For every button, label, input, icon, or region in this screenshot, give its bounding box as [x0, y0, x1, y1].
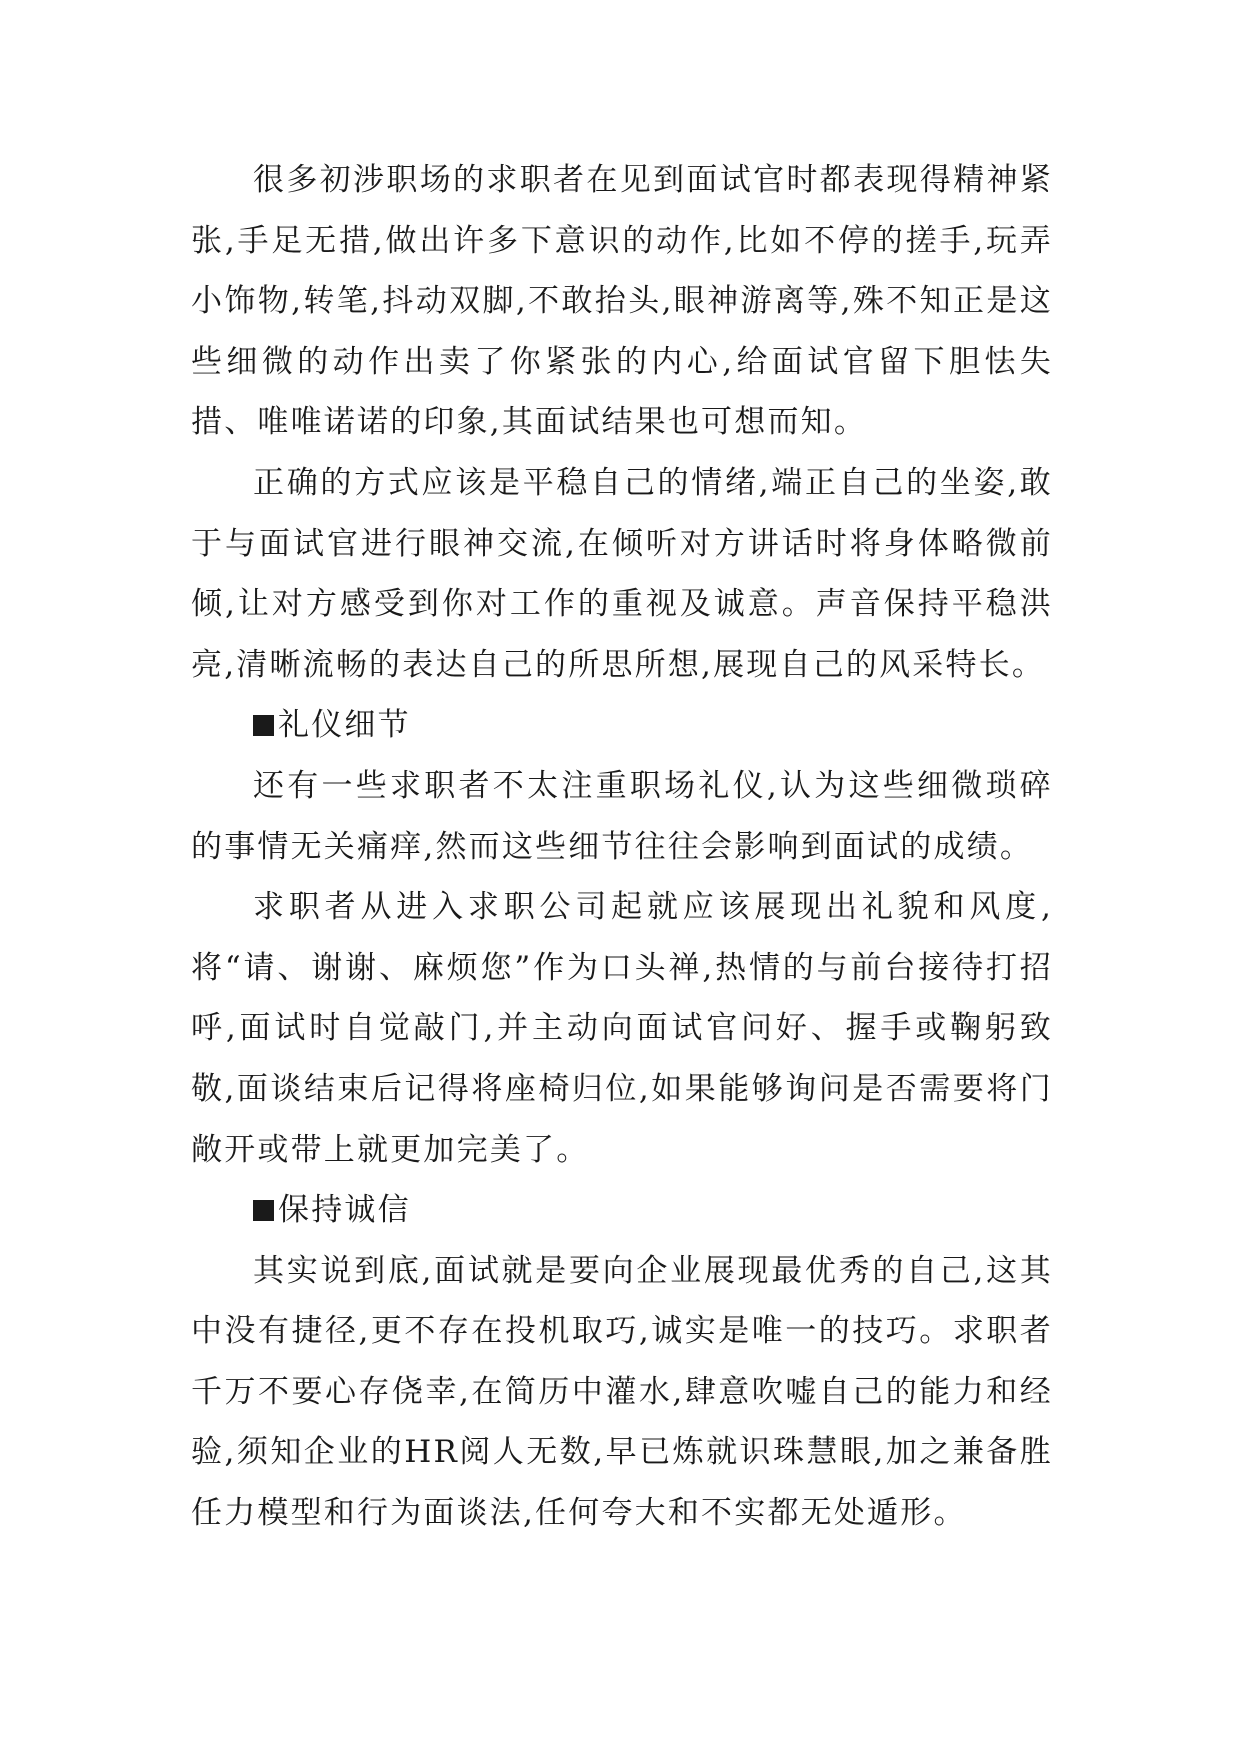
document-body: [191, 150, 1053, 1544]
section-heading-integrity: [191, 1180, 1053, 1241]
section-heading-etiquette: [191, 695, 1053, 756]
paragraph-nervous-behavior: 很多初涉职场的求职者在见到面试官时都表现得精神紧张,手足无措,做出许多下意识的动作,比如不停的搓手,玩弄小饰物,转笔,抖动双脚,不敢抬头,眼神游离等,殊不知正是这些细微的动作出卖了你紧张的内心,给面试官留下胆怯失措、唯唯诺诺的印象,其面试结果也可想而知。: [191, 162, 1053, 441]
paragraph-etiquette-details: 求职者从进入求职公司起就应该展现出礼貌和风度,将“请、谢谢、麻烦您”作为口头禅,热情的与前台接待打招呼,面试时自觉敲门,并主动向面试官问好、握手或鞠躬致敬,面谈结束后记得将座椅归位,如果能够询问是否需要将门敞开或带上就更加完美了。: [191, 889, 1053, 1168]
paragraph-correct-manner: 正确的方式应该是平稳自己的情绪,端正自己的坐姿,敢于与面试官进行眼神交流,在倾听对方讲话时将身体略微前倾,让对方感受到你对工作的重视及诚意。声音保持平稳洪亮,清晰流畅的表达自己的所思所想,展现自己的风采特长。: [191, 464, 1053, 683]
section-heading-label: 保持诚信: [278, 1192, 411, 1229]
paragraph-etiquette-intro: 还有一些求职者不太注重职场礼仪,认为这些细微琐碎的事情无关痛痒,然而这些细节往往会影响到面试的成绩。: [191, 767, 1053, 865]
black-square-icon: [253, 1200, 274, 1221]
paragraph-integrity: 其实说到底,面试就是要向企业展现最优秀的自己,这其中没有捷径,更不存在投机取巧,诚实是唯一的技巧。求职者千万不要心存侥幸,在简历中灌水,肆意吹嘘自己的能力和经验,须知企业的HR阅人无数,早已炼就识珠慧眼,加之兼备胜任力模型和行为面谈法,任何夸大和不实都无处遁形。: [191, 1252, 1053, 1532]
black-square-icon: [253, 715, 274, 736]
section-heading-label: 礼仪细节: [278, 707, 411, 744]
